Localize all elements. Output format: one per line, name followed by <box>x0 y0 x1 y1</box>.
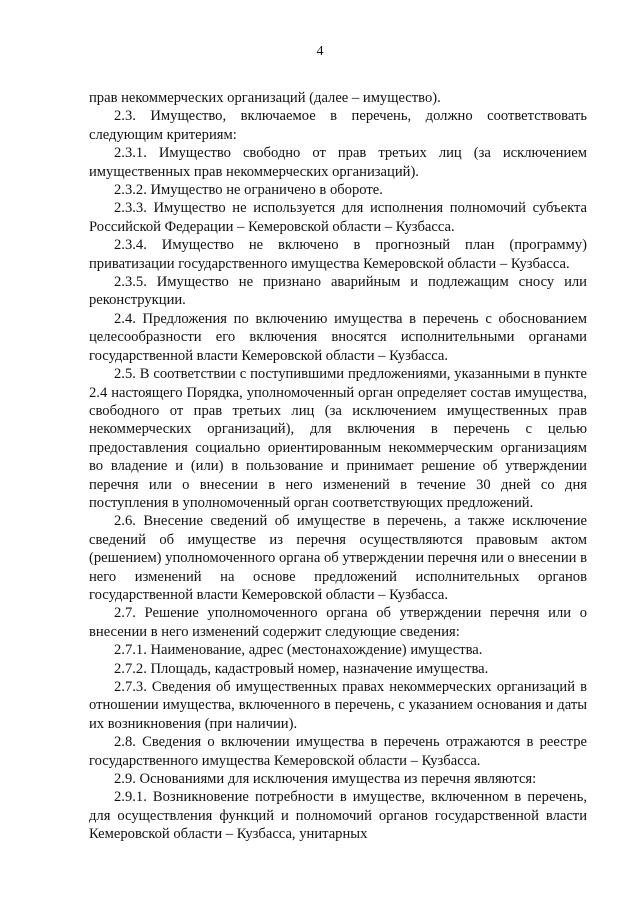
paragraph: 2.6. Внесение сведений об имуществе в перечень, а также исключение сведений об имуществе из перечня осуществляются правовым актом (решением) уполномоченного органа об утверждении перечня или о внесении в него изменений на основе предложений исполнительных органов государственной власти Кемеровской области – Кузбасса. <box>89 513 587 603</box>
page-number: 4 <box>316 44 324 59</box>
paragraph: прав некоммерческих организаций (далее – имущество). <box>89 90 441 106</box>
paragraph: 2.9. Основаниями для исключения имущества из перечня являются: <box>114 771 537 788</box>
paragraph: 2.7.2. Площадь, кадастровый номер, назначение имущества. <box>114 660 489 677</box>
paragraph: 2.4. Предложения по включению имущества в перечень с обоснованием целесообразности его включения вносятся исполнительными органами государственной власти Кемеровской области – Кузбасса. <box>89 310 587 364</box>
paragraph: 2.5. В соответствии с поступившими предложениями, указанными в пункте 2.4 настоящего Порядка, уполномоченный орган определяет состав имущества, свободного от прав третьих лиц (за исключением имущественных прав некоммерческих организаций), для включения в перечень с целью предоставления социально ориентированным некоммерческим организациям во владение и (или) в пользование и принимает решение об утверждении перечня или о внесении в него изменений в течение 30 дней со дня поступления в уполномоченный орган соответствующих предложений. <box>89 366 587 511</box>
paragraph: 2.9.1. Возникновение потребности в имуществе, включенном в перечень, для осуществления функций и полномочий органов государственной власти Кемеровской области – Кузбасса, унитарных <box>89 789 587 843</box>
paragraph: 2.3.3. Имущество не используется для исполнения полномочий субъекта Российской Федерации – Кемеровской области – Кузбасса. <box>89 200 587 235</box>
paragraph: 2.8. Сведения о включении имущества в перечень отражаются в реестре государственного имущества Кемеровской области – Кузбасса. <box>89 734 587 769</box>
paragraph: 2.7.3. Сведения об имущественных правах некоммерческих организаций в отношении имущества, включенного в перечень, с указанием основания и даты их возникновения (при наличии). <box>89 679 587 732</box>
paragraph: 2.3.5. Имущество не признано аварийным и подлежащим сносу или реконструкции. <box>89 274 587 309</box>
paragraph: 2.3. Имущество, включаемое в перечень, должно соответствовать следующим критериям: <box>89 108 587 143</box>
paragraph: 2.7. Решение уполномоченного органа об утверждении перечня или о внесении в него изменений содержит следующие сведения: <box>89 605 587 640</box>
document-body <box>89 89 587 844</box>
paragraph: 2.3.2. Имущество не ограничено в обороте. <box>114 182 383 199</box>
paragraph: 2.7.1. Наименование, адрес (местонахождение) имущества. <box>114 642 483 659</box>
paragraph: 2.3.1. Имущество свободно от прав третьих лиц (за исключением имущественных прав некоммерческих организаций). <box>89 145 587 180</box>
paragraph: 2.3.4. Имущество не включено в прогнозный план (программу) приватизации государственного имущества Кемеровской области – Кузбасса. <box>89 237 587 272</box>
